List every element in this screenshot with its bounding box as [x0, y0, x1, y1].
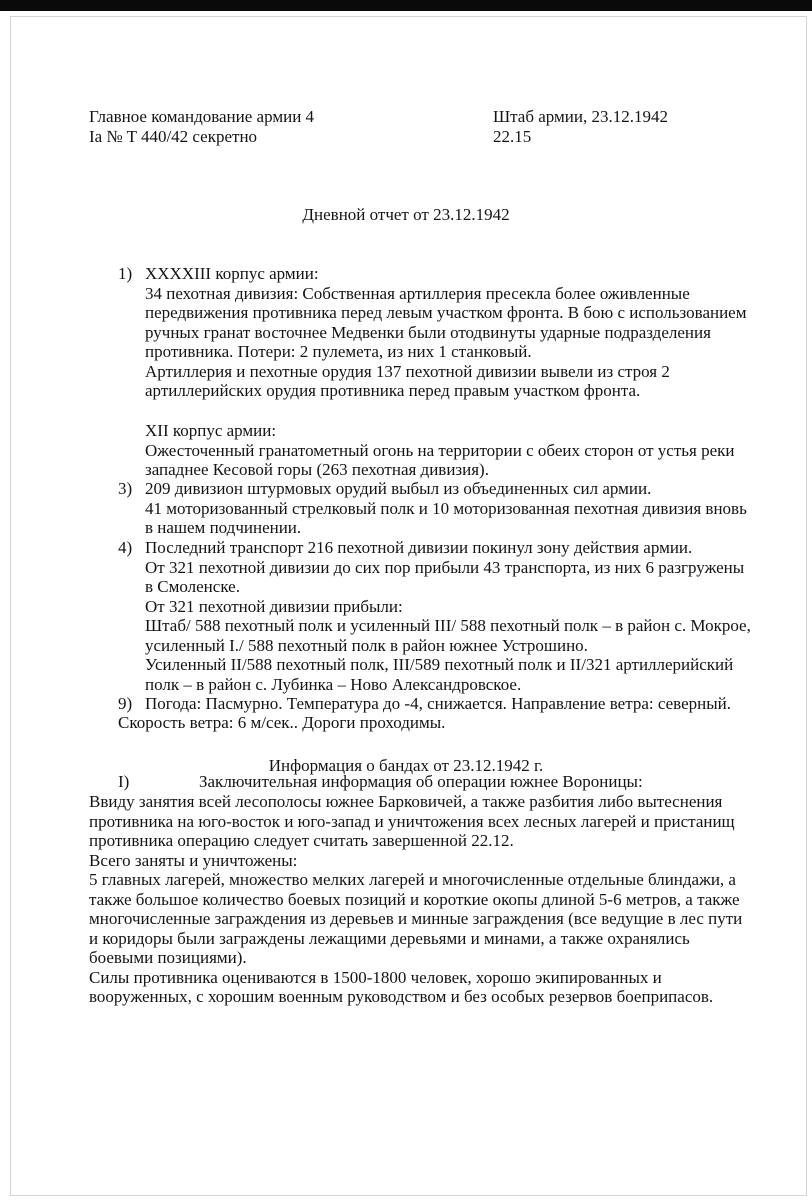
section-3-body [145, 479, 747, 538]
section-4-line: Последний транспорт 216 пехотной дивизии покинул зону действия армии. [145, 538, 693, 557]
header-place-line1: Штаб армии, 23.12.1942 [493, 107, 668, 126]
section-9-line1: Погода: Пасмурно. Температура до -4, снижается. Направление ветра: северный. [145, 694, 731, 713]
section-4-line: усиленный I./ 588 пехотный полк в район южнее Устрошино. [145, 635, 588, 655]
section-4-number: 4) [118, 538, 133, 557]
bands-line: противника операцию следует считать завершенной 22.12. [89, 831, 514, 850]
bands-line: Силы противника оцениваются в 1500-1800 человек, хорошо экипированных и [89, 967, 662, 987]
section-4-line: Штаб/ 588 пехотный полк и усиленный III/ 588 пехотный полк – в район с. Мокрое, [145, 616, 751, 635]
header-left [89, 107, 314, 146]
section-1-heading: XXXXIII корпус армии: [145, 264, 319, 283]
section-1-body [145, 264, 746, 401]
bands-line: многочисленные заграждения из деревьев и минные заграждения (все ведущие в лес пути [89, 909, 743, 928]
bands-body [89, 792, 742, 1007]
section-3-line: 41 моторизованный стрелковый полк и 10 моторизованная пехотная дивизия вновь [145, 498, 747, 518]
bands-line: Ввиду занятия всей лесополосы южнее Барковичей, а также разбития либо вытеснения [89, 792, 723, 811]
bands-number: I) [118, 772, 130, 791]
section-1-line: Артиллерия и пехотные орудия 137 пехотной дивизии вывели из строя 2 [145, 361, 670, 381]
section-1-sub-line: Ожесточенный гранатометный огонь на территории с обеих сторон от устья реки [145, 440, 735, 460]
section-4-line: в Смоленске. [145, 577, 240, 596]
section-4-line: От 321 пехотной дивизии до сих пор прибыли 43 транспорта, из них 6 разгружены [145, 557, 745, 577]
section-3-number: 3) [118, 479, 133, 498]
bands-line: противника на юго-восток и юго-запад и уничтожения всех лесных лагерей и пристанищ [89, 811, 735, 831]
section-1-line: противника. Потери: 2 пулемета, из них 1 станковый. [145, 342, 532, 361]
header-org-line2: Ia № T 440/42 секретно [89, 126, 258, 146]
section-3-line: 209 дивизион штурмовых орудий выбыл из объединенных сил армии. [145, 479, 652, 498]
header-place-line2: 22.15 [493, 126, 532, 146]
section-9-number: 9) [118, 694, 133, 713]
section-4-body [145, 538, 751, 694]
section-1-sub-body [145, 421, 734, 480]
report-title: Дневной отчет от 23.12.1942 [302, 205, 510, 224]
section-9-line2: Скорость ветра: 6 м/сек.. Дороги проходимы. [118, 713, 446, 732]
bands-title: Информация о бандах от 23.12.1942 г. [268, 756, 544, 775]
section-1-number: 1) [118, 264, 133, 283]
bands-line: и коридоры были заграждены лежащими деревьями и минами, а также охранялись [89, 928, 690, 948]
bands-line: 5 главных лагерей, множество мелких лагерей и многочисленные отдельные блиндажи, а [89, 870, 736, 889]
section-3-line: в нашем подчинении. [145, 518, 302, 537]
section-4-line: От 321 пехотной дивизии прибыли: [145, 596, 403, 616]
section-1-sub-heading: XII корпус армии: [145, 421, 277, 440]
bands-line: боевыми позициями). [89, 948, 247, 967]
bands-line: вооруженных, с хорошим военным руководством и без особых резервов боеприпасов. [89, 987, 714, 1006]
section-4-line: полк – в район с. Лубинка – Ново Александровское. [145, 674, 522, 694]
bands-heading: Заключительная информация об операции южнее Вороницы: [199, 772, 643, 791]
header-right [493, 107, 668, 146]
section-1-line: артиллерийских орудия противника перед правым участком фронта. [145, 381, 641, 400]
bands-line: Всего заняты и уничтожены: [89, 850, 298, 870]
section-1-line: 34 пехотная дивизия: Собственная артиллерия пресекла более оживленные [145, 283, 690, 303]
section-4-line: Усиленный II/588 пехотный полк, III/589 пехотный полк и II/321 артиллерийский [145, 655, 734, 674]
section-1-line: передвижения противника перед левым участком фронта. В бою с использованием [145, 303, 747, 322]
header-org-line1: Главное командование армии 4 [89, 107, 315, 126]
bands-line: также большое количество боевых позиций и короткие окопы длиной 5-6 метров, а также [89, 889, 740, 909]
section-1-line: ручных гранат восточнее Медвенки были отодвинуты ударные подразделения [145, 322, 711, 342]
section-1-sub-line: западнее Кесовой горы (263 пехотная дивизия). [145, 460, 489, 479]
